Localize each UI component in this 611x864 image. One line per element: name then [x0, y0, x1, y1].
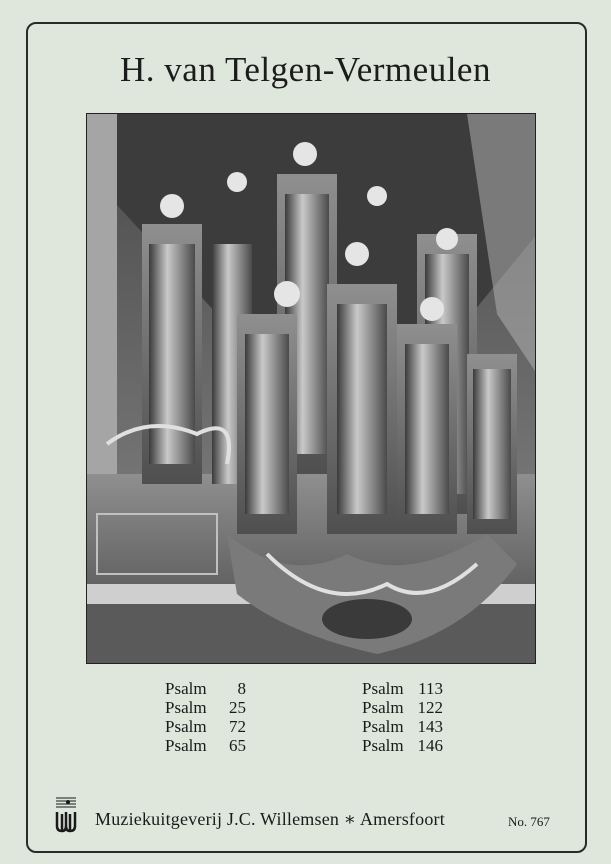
psalm-entry [165, 736, 246, 755]
psalm-number: 72 [229, 717, 246, 736]
publisher-name: Muziekuitgeverij J.C. Willemsen ∗ Amersfoort [95, 809, 445, 829]
psalm-number: 122 [417, 698, 443, 717]
psalm-label: Psalm [165, 717, 207, 736]
psalm-number: 146 [417, 736, 443, 755]
psalm-label: Psalm [165, 679, 207, 698]
psalm-entry [165, 679, 246, 698]
psalm-label: Psalm [165, 736, 207, 755]
psalm-list-right [362, 679, 443, 755]
psalm-number: 143 [417, 717, 443, 736]
psalm-entry [362, 717, 443, 736]
publisher-logo-icon [54, 794, 78, 834]
psalm-label: Psalm [362, 698, 404, 717]
psalm-number: 113 [418, 679, 443, 698]
psalm-list-left [165, 679, 246, 755]
composer-title: H. van Telgen-Vermeulen [120, 50, 491, 89]
psalm-entry [362, 698, 443, 717]
psalm-label: Psalm [362, 736, 404, 755]
psalm-entry [165, 698, 246, 717]
psalm-entry [362, 679, 443, 698]
catalog-number: No. 767 [508, 814, 550, 829]
psalm-number: 25 [229, 698, 246, 717]
psalm-entry [165, 717, 246, 736]
organ-photo [86, 113, 536, 664]
psalm-label: Psalm [362, 717, 404, 736]
psalm-number: 8 [237, 679, 246, 698]
psalm-label: Psalm [362, 679, 404, 698]
psalm-label: Psalm [165, 698, 207, 717]
psalm-number: 65 [229, 736, 246, 755]
psalm-entry [362, 736, 443, 755]
